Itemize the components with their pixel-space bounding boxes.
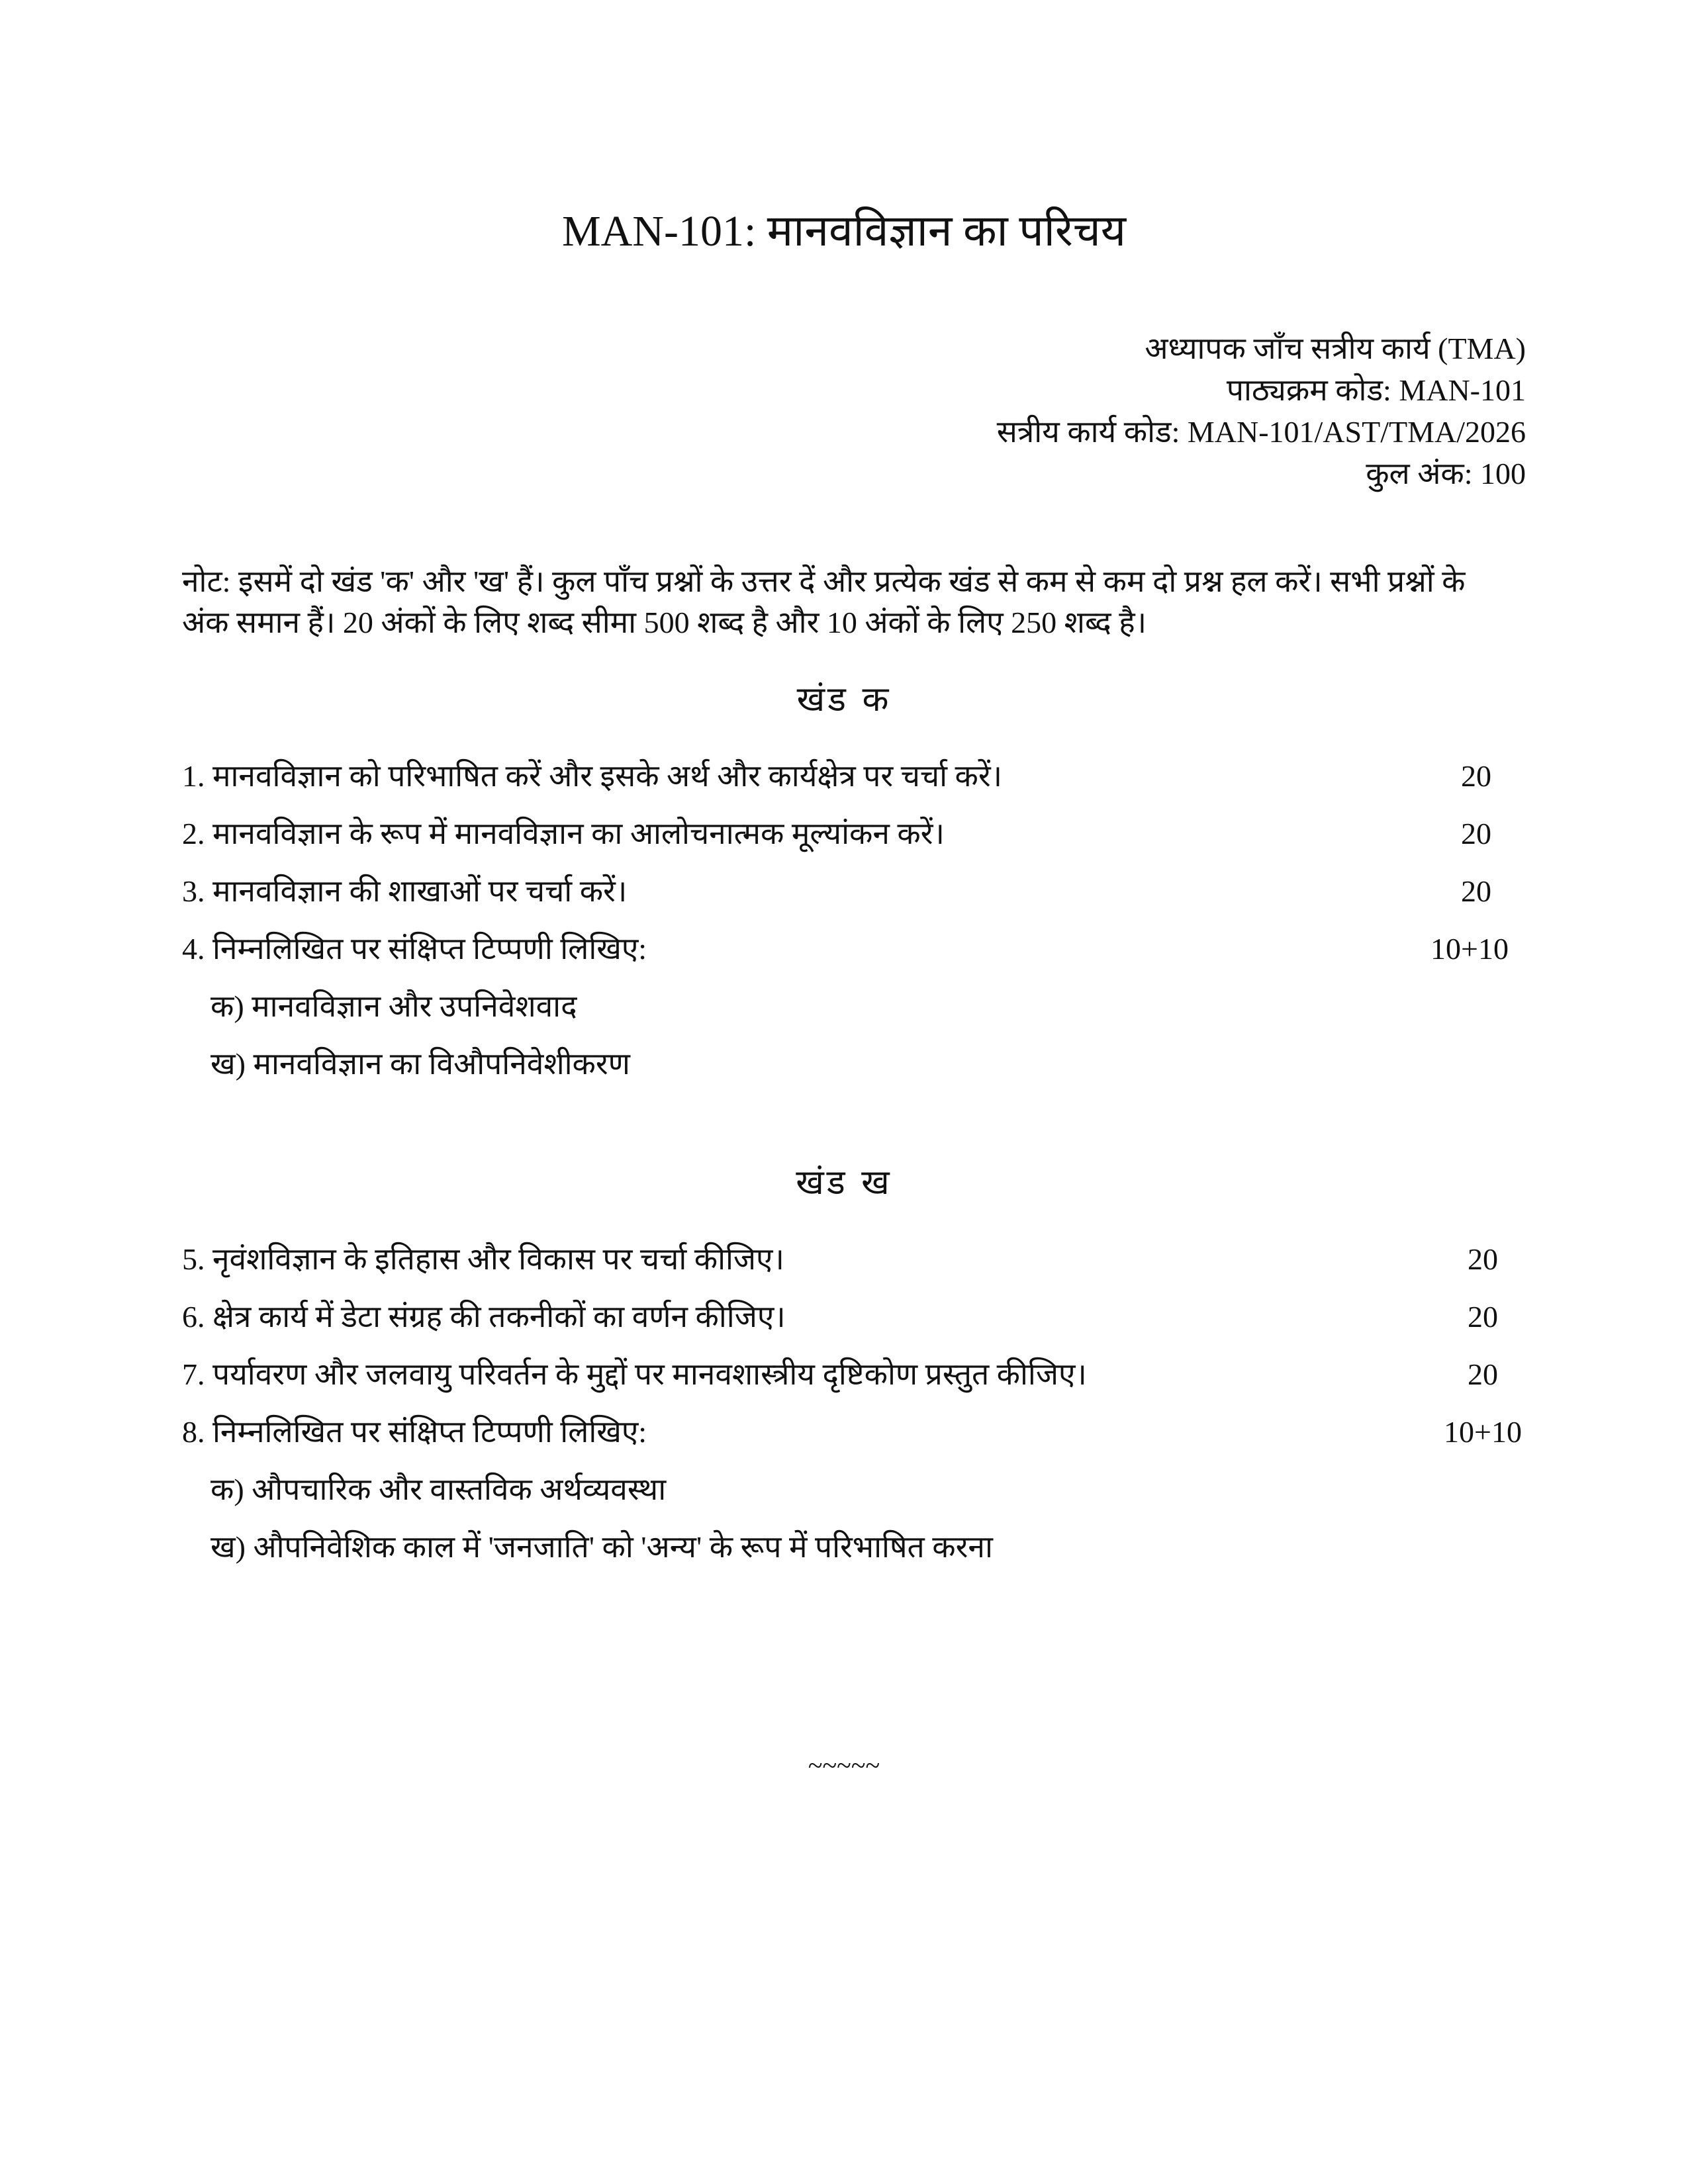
assignment-type: अध्यापक जाँच सत्रीय कार्य (TMA) [1145,332,1526,365]
question-3: 3. मानवविज्ञान की शाखाओं पर चर्चा करें। [182,874,628,908]
question-3-marks: 20 [1461,874,1491,908]
instructions-note: नोट: इसमें दो खंड 'क' और 'ख' हैं। कुल पाँच प्रश्नों के उत्तर दें और प्रत्येक खंड से कम से कम दो प्रश्न हल करें। सभी प्रश्नों के अंक समान हैं। 20 अंकों के लिए शब्द सीमा 500 शब्द है और 10 अंकों के लिए 250 शब्द है। [182,565,1466,639]
section-b-heading: खंड ख [796,1163,892,1203]
question-1-marks: 20 [1461,759,1491,793]
question-8-part-a: क) औपचारिक और वास्तविक अर्थव्यवस्था [211,1473,667,1506]
question-5: 5. नृवंशविज्ञान के इतिहास और विकास पर चर्चा कीजिए। [182,1242,784,1276]
assignment-code: सत्रीय कार्य कोड: MAN-101/AST/TMA/2026 [996,415,1526,449]
course-code: पाठ्यक्रम कोड: MAN-101 [1226,373,1526,407]
question-7: 7. पर्यावरण और जलवायु परिवर्तन के मुद्दों पर मानवशास्त्रीय दृष्टिकोण प्रस्तुत कीजिए। [182,1357,1087,1391]
total-marks: कुल अंक: 100 [1366,457,1526,490]
question-6-marks: 20 [1468,1300,1498,1334]
question-8-marks: 10+10 [1444,1415,1522,1449]
question-4-part-a: क) मानवविज्ञान और उपनिवेशवाद [211,989,577,1023]
question-5-marks: 20 [1468,1242,1498,1276]
question-6: 6. क्षेत्र कार्य में डेटा संग्रह की तकनीकों का वर्णन कीजिए। [182,1300,786,1334]
end-marker: ~~~~~ [808,1751,880,1780]
section-a-heading: खंड क [796,680,892,719]
question-8-part-b: ख) औपनिवेशिक काल में 'जनजाति' को 'अन्य' के रूप में परिभाषित करना [211,1530,993,1564]
question-4-marks: 10+10 [1430,932,1509,966]
question-7-marks: 20 [1468,1357,1498,1391]
question-4: 4. निम्नलिखित पर संक्षिप्त टिप्पणी लिखिए: [182,932,647,966]
question-1: 1. मानवविज्ञान को परिभाषित करें और इसके अर्थ और कार्यक्षेत्र पर चर्चा करें। [182,759,1003,793]
assignment-info [997,328,1526,494]
question-4-part-b: ख) मानवविज्ञान का विऔपनिवेशीकरण [211,1047,630,1081]
page-title: MAN-101: मानवविज्ञान का परिचय [561,207,1127,255]
question-8: 8. निम्नलिखित पर संक्षिप्त टिप्पणी लिखिए: [182,1415,647,1449]
question-2: 2. मानवविज्ञान के रूप में मानवविज्ञान का आलोचनात्मक मूल्यांकन करें। [182,817,945,850]
question-2-marks: 20 [1461,817,1491,850]
